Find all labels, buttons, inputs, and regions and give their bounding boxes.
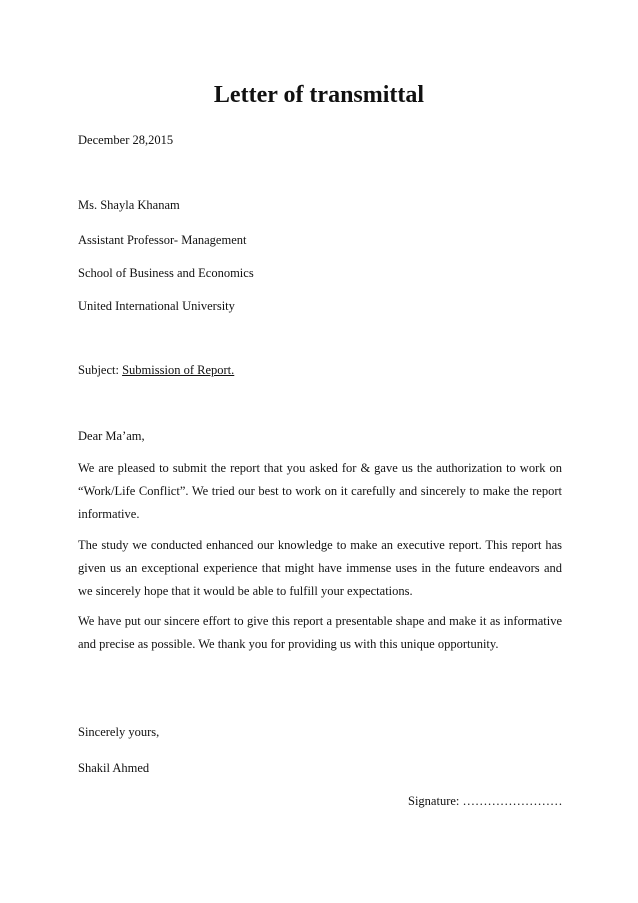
signature-label: Signature: — [408, 794, 460, 808]
subject-text: Submission of Report. — [122, 363, 235, 377]
letter-date: December 28,2015 — [78, 133, 174, 147]
recipient-name: Ms. Shayla Khanam — [78, 198, 180, 212]
recipient-position: Assistant Professor- Management — [78, 233, 247, 247]
recipient-school: School of Business and Economics — [78, 266, 254, 280]
body-paragraph-1: We are pleased to submit the report that you asked for & gave us the authorization to work on “Work/Life Conflict”. We tried our best to work on it carefully and sincerely to make the report informative. — [78, 461, 562, 522]
recipient-university: United International University — [78, 299, 235, 313]
body-paragraph-2: The study we conducted enhanced our knowledge to make an executive report. This report has given us an exceptional experience that might have immense uses in the future endeavors and we sincerely hope that it would be able to fulfill your expectations. — [78, 538, 562, 599]
sender-name: Shakil Ahmed — [78, 761, 150, 775]
salutation: Dear Ma’am, — [78, 429, 145, 443]
document-title: Letter of transmittal — [213, 82, 425, 108]
subject-label: Subject: — [78, 363, 119, 377]
body-paragraph-3: We have put our sincere effort to give this report a presentable shape and make it as informative and precise as possible. We thank you for providing us with this unique opportunity. — [78, 614, 562, 652]
signature-dots: …………………… — [462, 794, 563, 808]
closing: Sincerely yours, — [78, 725, 160, 739]
subject-line — [78, 362, 234, 378]
signature-line — [408, 793, 563, 809]
